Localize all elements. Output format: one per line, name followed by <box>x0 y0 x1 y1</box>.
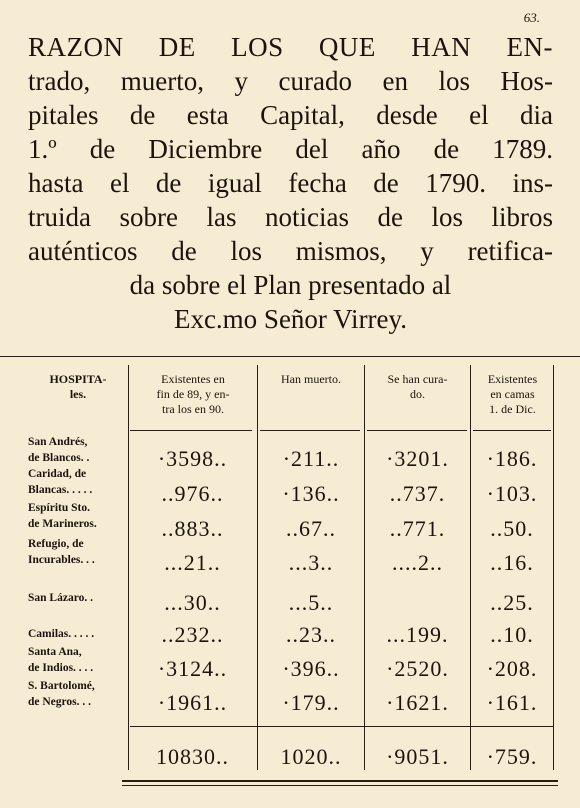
value-muerto: ...5.. <box>288 590 334 615</box>
column-rule <box>364 365 365 770</box>
column-rule <box>128 365 129 770</box>
value-existentes-inicio: ·3598.. <box>157 446 228 471</box>
heading-line: da sobre el Plan presentado al <box>129 270 452 300</box>
header-line: HOSPITA- <box>49 372 107 386</box>
hospital-name-line: S. Bartolomé, <box>28 680 95 692</box>
value-existentes-inicio: ...21.. <box>164 550 221 575</box>
value-muerto: ·179.. <box>282 690 340 715</box>
value-curado: ·1621. <box>386 690 449 715</box>
value-muerto: ·136.. <box>282 481 340 506</box>
hospital-name-line: Incurables. . . <box>28 554 95 566</box>
column-rule <box>470 365 471 770</box>
value-existentes-inicio: ..232.. <box>161 622 224 647</box>
bottom-rule <box>122 785 558 786</box>
value-curado: ..737. <box>389 481 446 506</box>
value-curado: ....2.. <box>392 550 443 575</box>
heading-line: RAZON DE LOS QUE HAN EN- <box>28 32 553 62</box>
header-rule <box>473 430 551 431</box>
heading-line: Exc.mo Señor Virrey. <box>173 304 408 334</box>
heading-line: pitales de esta Capital, desde el dia <box>28 100 553 130</box>
total-curado: ·9051. <box>386 744 449 769</box>
hospital-name <box>28 500 128 532</box>
total-existentes-inicio: 10830.. <box>156 744 229 769</box>
value-curado: ·2520. <box>386 656 449 681</box>
header-line: Han muerto. <box>281 372 341 386</box>
hospital-name-line: Caridad, de <box>28 468 87 480</box>
hospital-name <box>28 626 128 642</box>
value-existentes-inicio: ·1961.. <box>157 690 228 715</box>
hospital-name <box>28 536 128 568</box>
total-muerto: 1020.. <box>280 744 342 769</box>
value-existentes-camas: ..25. <box>490 590 534 615</box>
header-rule <box>260 430 360 431</box>
sum-rule <box>130 726 554 727</box>
header-rule <box>130 430 252 431</box>
total-existentes-camas: ·759. <box>486 744 538 769</box>
header-line: 1. de Dic. <box>489 402 536 416</box>
hospital-name-line: San Lázaro. . <box>28 592 93 604</box>
hospital-name-line: Santa Ana, <box>28 646 82 658</box>
header-line: les. <box>69 387 87 401</box>
heading-line: auténticos de los mismos, y retifica- <box>28 236 553 266</box>
hospital-name <box>28 678 128 710</box>
value-muerto: ..23.. <box>286 622 336 647</box>
header-line: en camas <box>490 387 535 401</box>
value-existentes-inicio: ·3124.. <box>157 656 228 681</box>
value-existentes-inicio: ..976.. <box>161 481 224 506</box>
hospital-name <box>28 590 128 606</box>
hospital-name <box>28 466 128 498</box>
value-existentes-camas: ·186. <box>486 446 538 471</box>
header-line: fin de 89, y en- <box>156 387 230 401</box>
value-muerto: ...3.. <box>288 550 334 575</box>
header-hospitales <box>30 372 126 402</box>
heading-line: 1.º de Diciembre del año de 1789. <box>28 134 553 164</box>
header-line: Existentes en <box>161 372 225 386</box>
hospital-name-line: de Negros. . . <box>28 696 92 708</box>
hospital-name-line: Blancas. . . . . <box>28 484 93 496</box>
value-existentes-camas: ..10. <box>490 622 534 647</box>
value-curado: ..771. <box>389 516 446 541</box>
hospital-name-line: Refugio, de <box>28 538 84 550</box>
header-line: do. <box>410 387 425 401</box>
hospital-name-line: de Indios. . . . <box>28 662 94 674</box>
value-muerto: ·396.. <box>282 656 340 681</box>
value-existentes-inicio: ..883.. <box>161 516 224 541</box>
hospital-name-line: de Blancos. . <box>28 452 90 464</box>
bottom-rule <box>122 780 558 782</box>
hospital-name-line: Espíritu Sto. <box>28 502 90 514</box>
header-muerto <box>260 372 362 387</box>
value-existentes-camas: ·103. <box>486 481 538 506</box>
page-number: 63. <box>523 10 540 25</box>
value-existentes-camas: ·161. <box>486 690 538 715</box>
hospital-name-line: San Andrés, <box>28 436 88 448</box>
value-existentes-inicio: ...30.. <box>164 590 221 615</box>
column-rule <box>553 365 554 770</box>
header-line: Existentes <box>487 372 538 386</box>
hospital-name <box>28 434 128 466</box>
header-existentes-camas <box>473 372 552 417</box>
value-existentes-camas: ·208. <box>486 656 538 681</box>
heading-line: trado, muerto, y curado en los Hos- <box>28 66 553 96</box>
header-rule <box>367 430 467 431</box>
hospital-name <box>28 644 128 676</box>
value-curado: ...199. <box>386 622 449 647</box>
value-existentes-camas: ..50. <box>490 516 534 541</box>
column-rule <box>257 365 258 770</box>
heading-line: hasta el de igual fecha de 1790. ins- <box>28 168 553 198</box>
header-line: tra los en 90. <box>162 402 224 416</box>
header-existentes-inicio <box>132 372 254 417</box>
hospital-name-line: de Marineros. <box>28 518 97 530</box>
header-line: Se han cura- <box>387 372 448 386</box>
header-curado <box>367 372 468 402</box>
value-curado: ·3201. <box>386 446 449 471</box>
hospital-name-line: Camilas. . . . . <box>28 628 95 640</box>
heading-line: truida sobre las noticias de los libros <box>28 202 553 232</box>
value-existentes-camas: ..16. <box>490 550 534 575</box>
value-muerto: ·211.. <box>282 446 340 471</box>
value-muerto: ..67.. <box>286 516 336 541</box>
